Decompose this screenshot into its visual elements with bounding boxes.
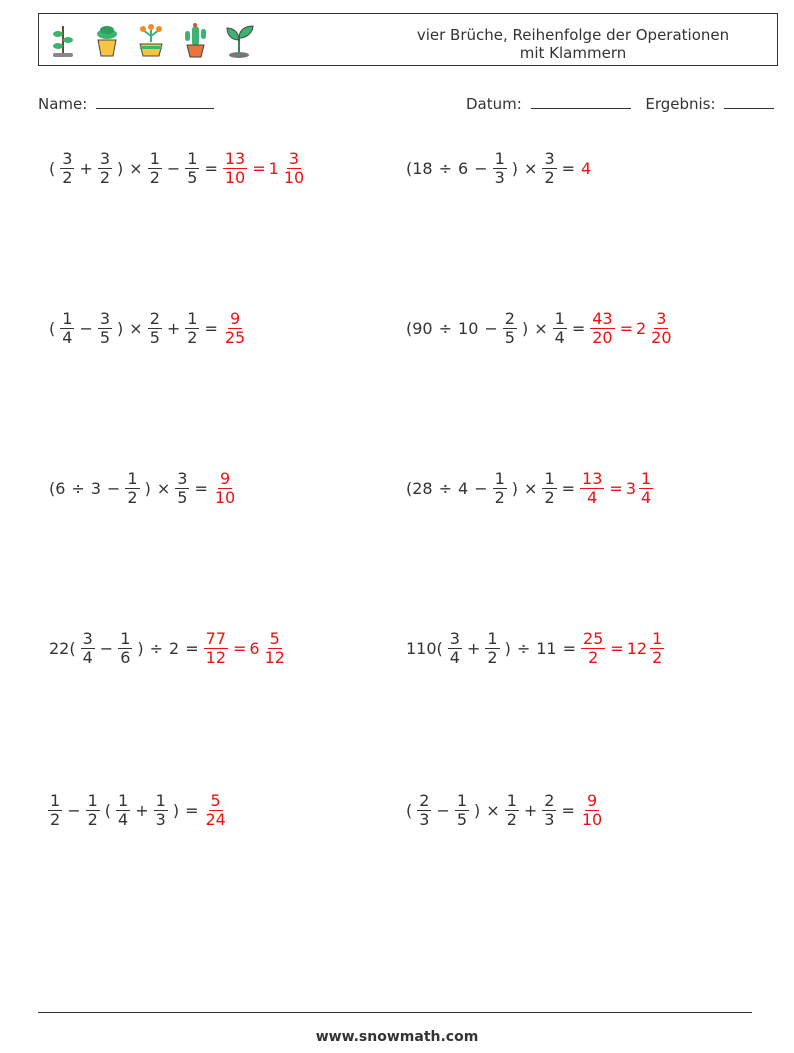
denominator: 3 <box>155 810 166 829</box>
title-line-2: mit Klammern <box>519 44 627 62</box>
symbol: ÷ <box>438 319 453 338</box>
symbol: ) <box>504 639 511 658</box>
symbol: ) <box>117 159 124 178</box>
problem-2 <box>403 150 594 187</box>
whole-part: 12 <box>626 639 648 658</box>
problem-9 <box>46 792 230 829</box>
symbol: + <box>135 801 149 820</box>
numerator: 3 <box>99 309 111 328</box>
denominator: 3 <box>419 810 430 829</box>
numerator: 1 <box>641 469 652 488</box>
denominator: 5 <box>177 488 188 507</box>
denominator: 2 <box>99 168 111 187</box>
fraction <box>48 792 62 829</box>
symbol: ) <box>511 479 519 498</box>
fraction <box>175 470 189 507</box>
fraction <box>493 150 507 187</box>
potted-succulent-icon <box>91 20 123 60</box>
symbol: ) <box>511 159 519 178</box>
numerator: 3 <box>177 469 188 488</box>
numerator: 1 <box>494 149 505 168</box>
denominator: 2 <box>62 168 73 187</box>
denominator: 12 <box>264 648 285 667</box>
symbol: 4 <box>458 479 469 498</box>
result-label: Ergebnis: <box>645 95 716 113</box>
numerator: 5 <box>210 791 221 810</box>
problem-10 <box>403 792 606 829</box>
denominator: 4 <box>449 648 460 667</box>
footer-url: www.snowmath.com <box>315 1029 479 1045</box>
numerator: 1 <box>62 309 73 328</box>
symbol: = <box>204 159 218 178</box>
denominator: 20 <box>592 328 613 347</box>
fraction <box>455 792 469 829</box>
denominator: 6 <box>120 648 131 667</box>
denominator: 20 <box>651 328 672 347</box>
problem-3 <box>46 310 249 347</box>
denominator: 10 <box>581 810 603 829</box>
date-result-fields <box>466 94 774 113</box>
numerator: 43 <box>592 309 613 328</box>
worksheet-title <box>393 26 753 62</box>
fraction <box>86 792 100 829</box>
symbol: = <box>561 479 576 498</box>
symbol: ) <box>144 479 151 498</box>
numerator: 77 <box>205 629 226 648</box>
symbol: ( <box>49 319 56 338</box>
denominator: 2 <box>544 168 555 187</box>
fraction <box>505 792 519 829</box>
whole-part: 2 <box>635 319 647 338</box>
numerator: 2 <box>419 791 430 810</box>
denominator: 24 <box>205 810 226 829</box>
heart-flower-pot-icon <box>135 20 167 60</box>
footer-divider <box>38 1012 752 1013</box>
answer-symbol: = <box>233 639 247 658</box>
numerator: 1 <box>652 629 663 648</box>
symbol: ) <box>521 319 529 338</box>
symbol: ( <box>406 801 413 820</box>
symbol: ÷ <box>438 479 453 498</box>
numerator: 9 <box>219 469 231 488</box>
symbol: ÷ <box>438 159 453 178</box>
fraction-part <box>649 310 673 347</box>
denominator: 5 <box>99 328 111 347</box>
answer-symbol: = <box>610 639 624 658</box>
denominator: 5 <box>149 328 160 347</box>
symbol: = <box>185 639 199 658</box>
numerator: 1 <box>120 629 131 648</box>
fraction-part <box>650 630 664 667</box>
fraction <box>154 792 168 829</box>
symbol: ÷ <box>149 639 164 658</box>
fraction <box>148 150 162 187</box>
symbol: ( <box>49 159 56 178</box>
symbol: 22( <box>49 639 76 658</box>
sprout-stake-icon <box>47 20 79 60</box>
fraction <box>98 150 112 187</box>
answer-fraction <box>213 470 237 507</box>
numerator: 9 <box>586 791 598 810</box>
denominator: 10 <box>214 488 236 507</box>
denominator: 10 <box>224 168 246 187</box>
symbol: = <box>561 801 575 820</box>
problem-6 <box>403 470 655 507</box>
denominator: 2 <box>588 648 599 667</box>
symbol: ( <box>104 801 112 820</box>
numerator: 1 <box>87 791 98 810</box>
name-label: Name: <box>38 95 88 113</box>
symbol: 3 <box>90 479 102 498</box>
numerator: 3 <box>449 629 460 648</box>
numerator: 3 <box>99 149 111 168</box>
fraction <box>417 792 431 829</box>
denominator: 10 <box>283 168 305 187</box>
numerator: 1 <box>155 791 166 810</box>
whole-part: 3 <box>625 479 636 498</box>
answer-mixed-number <box>627 630 667 667</box>
problem-5 <box>46 470 239 507</box>
result-blank <box>724 94 774 109</box>
date-label: Datum: <box>466 95 522 113</box>
denominator: 4 <box>82 648 93 667</box>
whole-part: 6 <box>249 639 260 658</box>
fraction <box>60 150 74 187</box>
symbol: = <box>204 319 218 338</box>
symbol: × <box>156 479 171 498</box>
symbol: × <box>486 801 500 820</box>
symbol: ) <box>117 319 124 338</box>
symbol: (18 <box>406 159 433 178</box>
numerator: 1 <box>187 309 198 328</box>
symbol: = <box>562 639 576 658</box>
numerator: 1 <box>506 791 517 810</box>
numerator: 1 <box>554 309 565 328</box>
symbol: − <box>474 159 488 178</box>
symbol: 10 <box>458 319 479 338</box>
numerator: 1 <box>494 469 505 488</box>
numerator: 1 <box>487 629 498 648</box>
fraction <box>503 310 517 347</box>
symbol: + <box>79 159 93 178</box>
denominator: 2 <box>127 488 138 507</box>
name-blank <box>96 94 214 109</box>
answer-symbol: 4 <box>581 159 592 178</box>
symbol: 11 <box>536 639 557 658</box>
symbol: = <box>561 159 576 178</box>
answer-mixed-number <box>636 310 676 347</box>
denominator: 2 <box>187 328 198 347</box>
denominator: 5 <box>504 328 515 347</box>
problem-8 <box>403 630 666 667</box>
symbol: = <box>571 319 586 338</box>
symbol: + <box>523 801 538 820</box>
date-blank <box>531 94 631 109</box>
answer-mixed-number <box>249 630 289 667</box>
symbol: ÷ <box>516 639 531 658</box>
numerator: 2 <box>504 309 515 328</box>
symbol: − <box>166 159 181 178</box>
denominator: 5 <box>456 810 468 829</box>
denominator: 3 <box>494 168 505 187</box>
symbol: − <box>474 479 488 498</box>
answer-fraction <box>581 630 605 667</box>
fraction <box>448 630 462 667</box>
denominator: 2 <box>544 488 555 507</box>
denominator: 5 <box>187 168 198 187</box>
numerator: 3 <box>656 309 667 328</box>
seedling-icon <box>223 20 255 60</box>
symbol: = <box>194 479 208 498</box>
numerator: 1 <box>127 469 138 488</box>
fraction <box>60 310 74 347</box>
name-field <box>38 94 214 113</box>
denominator: 2 <box>506 810 517 829</box>
numerator: 1 <box>544 469 555 488</box>
numerator: 2 <box>544 791 555 810</box>
fraction-part <box>639 470 653 507</box>
problem-7 <box>46 630 289 667</box>
numerator: 1 <box>149 149 160 168</box>
answer-fraction <box>204 630 228 667</box>
answer-symbol: = <box>619 319 633 338</box>
numerator: 13 <box>582 469 603 488</box>
symbol: (6 <box>49 479 66 498</box>
symbol: − <box>99 639 114 658</box>
denominator: 12 <box>205 648 226 667</box>
numerator: 3 <box>82 629 93 648</box>
symbol: (28 <box>406 479 433 498</box>
denominator: 4 <box>118 810 129 829</box>
fraction <box>542 792 556 829</box>
fraction <box>116 792 130 829</box>
fraction <box>148 310 162 347</box>
answer-fraction <box>580 470 604 507</box>
answer-mixed-number <box>269 150 309 187</box>
symbol: − <box>107 479 121 498</box>
numerator: 5 <box>269 629 280 648</box>
symbol: − <box>436 801 450 820</box>
numerator: 1 <box>187 149 198 168</box>
symbol: − <box>484 319 498 338</box>
symbol: 110( <box>406 639 443 658</box>
whole-part: 1 <box>268 159 279 178</box>
denominator: 4 <box>641 488 652 507</box>
symbol: (90 <box>406 319 433 338</box>
numerator: 1 <box>118 791 129 810</box>
answer-symbol: = <box>609 479 623 498</box>
answer-fraction <box>203 792 227 829</box>
numerator: 3 <box>288 149 300 168</box>
symbol: × <box>129 319 143 338</box>
symbol: × <box>534 319 548 338</box>
denominator: 4 <box>554 328 565 347</box>
answer-fraction <box>223 150 247 187</box>
symbol: ) <box>474 801 481 820</box>
fraction <box>542 150 556 187</box>
fraction <box>125 470 139 507</box>
fraction <box>81 630 95 667</box>
numerator: 9 <box>229 309 241 328</box>
symbol: + <box>166 319 181 338</box>
denominator: 2 <box>652 648 663 667</box>
symbol: 2 <box>169 639 180 658</box>
symbol: = <box>185 801 199 820</box>
fraction <box>485 630 499 667</box>
symbol: − <box>67 801 81 820</box>
symbol: × <box>129 159 143 178</box>
numerator: 25 <box>582 629 604 648</box>
worksheet-header <box>38 13 778 66</box>
denominator: 25 <box>224 328 246 347</box>
fraction <box>185 310 199 347</box>
symbol: ) <box>137 639 144 658</box>
symbol: ) <box>172 801 180 820</box>
denominator: 2 <box>487 648 498 667</box>
answer-symbol: = <box>252 159 266 178</box>
denominator: 4 <box>62 328 73 347</box>
problem-4 <box>403 310 676 347</box>
fraction <box>553 310 567 347</box>
symbol: + <box>466 639 481 658</box>
answer-fraction <box>223 310 247 347</box>
fraction <box>493 470 507 507</box>
numerator: 3 <box>62 149 73 168</box>
denominator: 2 <box>149 168 160 187</box>
problem-1 <box>46 150 308 187</box>
denominator: 2 <box>50 810 61 829</box>
symbol: × <box>524 159 538 178</box>
fraction-part <box>282 150 306 187</box>
fraction <box>98 310 112 347</box>
fraction <box>185 150 199 187</box>
fraction-part <box>263 630 287 667</box>
denominator: 4 <box>587 488 598 507</box>
fraction <box>118 630 132 667</box>
symbol: − <box>79 319 93 338</box>
answer-mixed-number <box>626 470 655 507</box>
numerator: 2 <box>149 309 160 328</box>
numerator: 3 <box>544 149 555 168</box>
numerator: 13 <box>224 149 246 168</box>
title-line-1: vier Brüche, Reihenfolge der Operationen <box>416 26 730 44</box>
denominator: 2 <box>494 488 505 507</box>
denominator: 3 <box>544 810 555 829</box>
numerator: 1 <box>50 791 61 810</box>
denominator: 2 <box>87 810 98 829</box>
plant-icons <box>47 20 255 60</box>
symbol: × <box>524 479 538 498</box>
symbol: 6 <box>458 159 469 178</box>
answer-fraction <box>590 310 614 347</box>
numerator: 1 <box>456 791 468 810</box>
fraction <box>542 470 556 507</box>
cactus-pot-icon <box>179 20 211 60</box>
symbol: ÷ <box>71 479 85 498</box>
answer-fraction <box>580 792 604 829</box>
